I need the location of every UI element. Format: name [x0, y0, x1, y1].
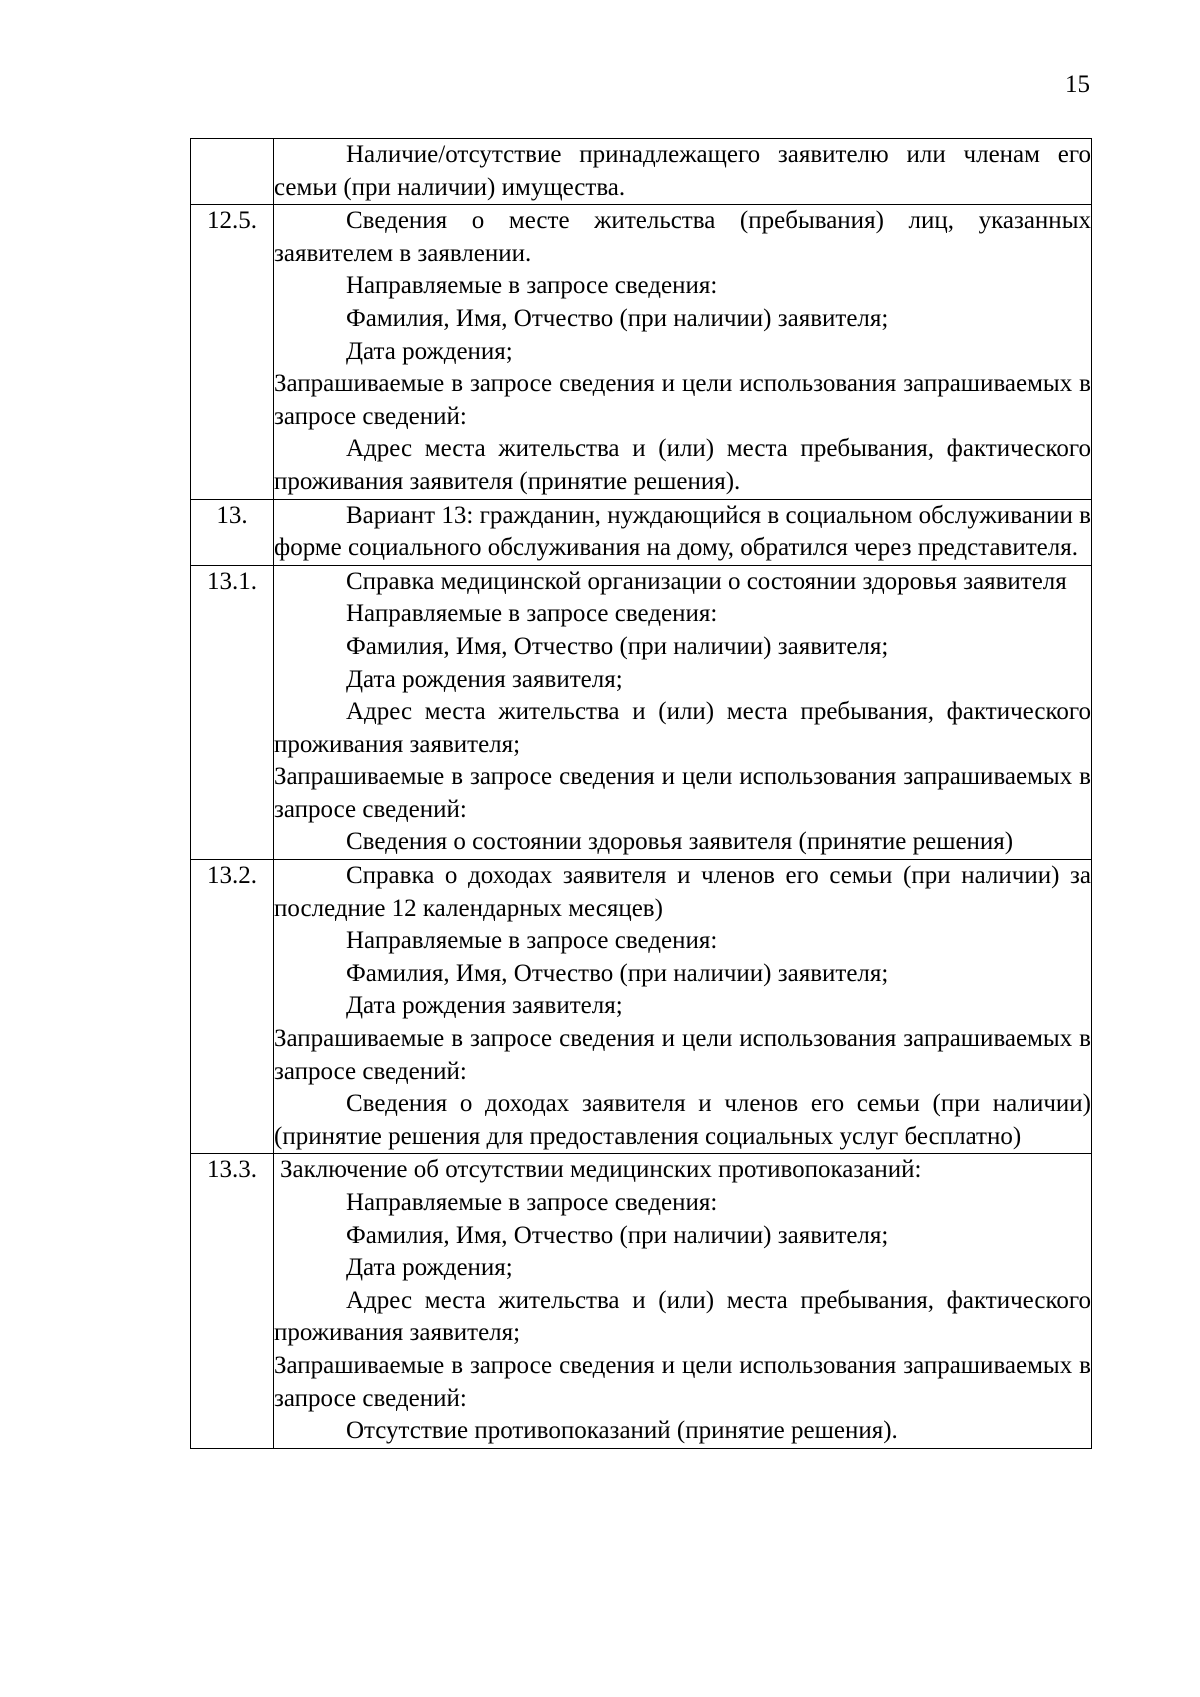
- table-row: [191, 860, 1092, 1154]
- row-number-cell: [191, 139, 274, 205]
- table-row: [191, 565, 1092, 859]
- content-paragraph: Фамилия, Имя, Отчество (при наличии) заявителя;: [346, 1221, 889, 1249]
- table-row: [191, 205, 1092, 499]
- page-number: 15: [1065, 71, 1090, 98]
- content-paragraph: Фамилия, Имя, Отчество (при наличии) заявителя;: [346, 632, 889, 660]
- content-paragraph: Дата рождения;: [346, 337, 513, 365]
- content-paragraph: Наличие/отсутствие принадлежащего заявителю или членам его семьи (при наличии) имущества.: [274, 141, 1091, 201]
- content-paragraph: Направляемые в запросе сведения:: [346, 272, 718, 300]
- content-paragraph: Дата рождения;: [346, 1254, 513, 1282]
- content-paragraph: Справка медицинской организации о состоянии здоровья заявителя: [346, 567, 1067, 595]
- row-content-cell: [274, 1154, 1092, 1448]
- table-row: [191, 1154, 1092, 1448]
- content-paragraph: Запрашиваемые в запросе сведения и цели использования запрашиваемых в запросе сведений:: [274, 1351, 1091, 1412]
- content-paragraph: Направляемые в запросе сведения:: [346, 600, 718, 628]
- row-number-cell: 13.: [191, 499, 274, 565]
- row-content-cell: [274, 139, 1092, 205]
- row-content-cell: [274, 499, 1092, 565]
- row-number-cell: 13.2.: [191, 860, 274, 1154]
- content-paragraph: Направляемые в запросе сведения:: [346, 927, 718, 955]
- content-paragraph: Заключение об отсутствии медицинских противопоказаний:: [280, 1156, 922, 1184]
- content-paragraph: Дата рождения заявителя;: [346, 992, 623, 1020]
- content-paragraph: Фамилия, Имя, Отчество (при наличии) заявителя;: [346, 304, 889, 332]
- content-paragraph: Запрашиваемые в запросе сведения и цели использования запрашиваемых в запросе сведений:: [274, 370, 1091, 430]
- content-paragraph: Направляемые в запросе сведения:: [346, 1189, 718, 1216]
- table-row: [191, 139, 1092, 205]
- row-content-cell: [274, 565, 1092, 859]
- row-number-cell: 12.5.: [191, 205, 274, 499]
- content-paragraph: Адрес места жительства и (или) места пребывания, фактического проживания заявителя;: [274, 1286, 1091, 1347]
- content-paragraph: Отсутствие противопоказаний (принятие решения).: [346, 1417, 898, 1445]
- content-paragraph: Сведения о месте жительства (пребывания) лиц, указанных заявителем в заявлении.: [274, 207, 1091, 267]
- row-content-cell: [274, 205, 1092, 499]
- content-paragraph: Адрес места жительства и (или) места пребывания, фактического проживания заявителя (принятие решения).: [274, 435, 1091, 495]
- content-paragraph: Справка о доходах заявителя и членов его семьи (при наличии) за последние 12 календарных месяцев): [274, 862, 1091, 922]
- content-paragraph: Сведения о доходах заявителя и членов его семьи (при наличии)(принятие решения для предоставления социальных услуг бесплатно): [274, 1090, 1091, 1150]
- row-content-cell: [274, 860, 1092, 1154]
- content-paragraph: Запрашиваемые в запросе сведения и цели использования запрашиваемых в запросе сведений:: [274, 763, 1091, 823]
- requirements-table: [190, 138, 1092, 1449]
- content-paragraph: Дата рождения заявителя;: [346, 665, 623, 693]
- row-number-cell: 13.3.: [191, 1154, 274, 1448]
- content-paragraph: Сведения о состоянии здоровья заявителя (принятие решения): [346, 828, 1014, 856]
- content-paragraph: Фамилия, Имя, Отчество (при наличии) заявителя;: [346, 959, 889, 987]
- content-paragraph: Адрес места жительства и (или) места пребывания, фактического проживания заявителя;: [274, 698, 1091, 758]
- table-body: [191, 139, 1092, 1449]
- table-row: [191, 499, 1092, 565]
- content-paragraph: Запрашиваемые в запросе сведения и цели использования запрашиваемых в запросе сведений:: [274, 1025, 1091, 1085]
- row-number-cell: 13.1.: [191, 565, 274, 859]
- content-paragraph: Вариант 13: гражданин, нуждающийся в социальном обслуживании в форме социального обслуживания на дому, обратился через представителя.: [274, 501, 1091, 562]
